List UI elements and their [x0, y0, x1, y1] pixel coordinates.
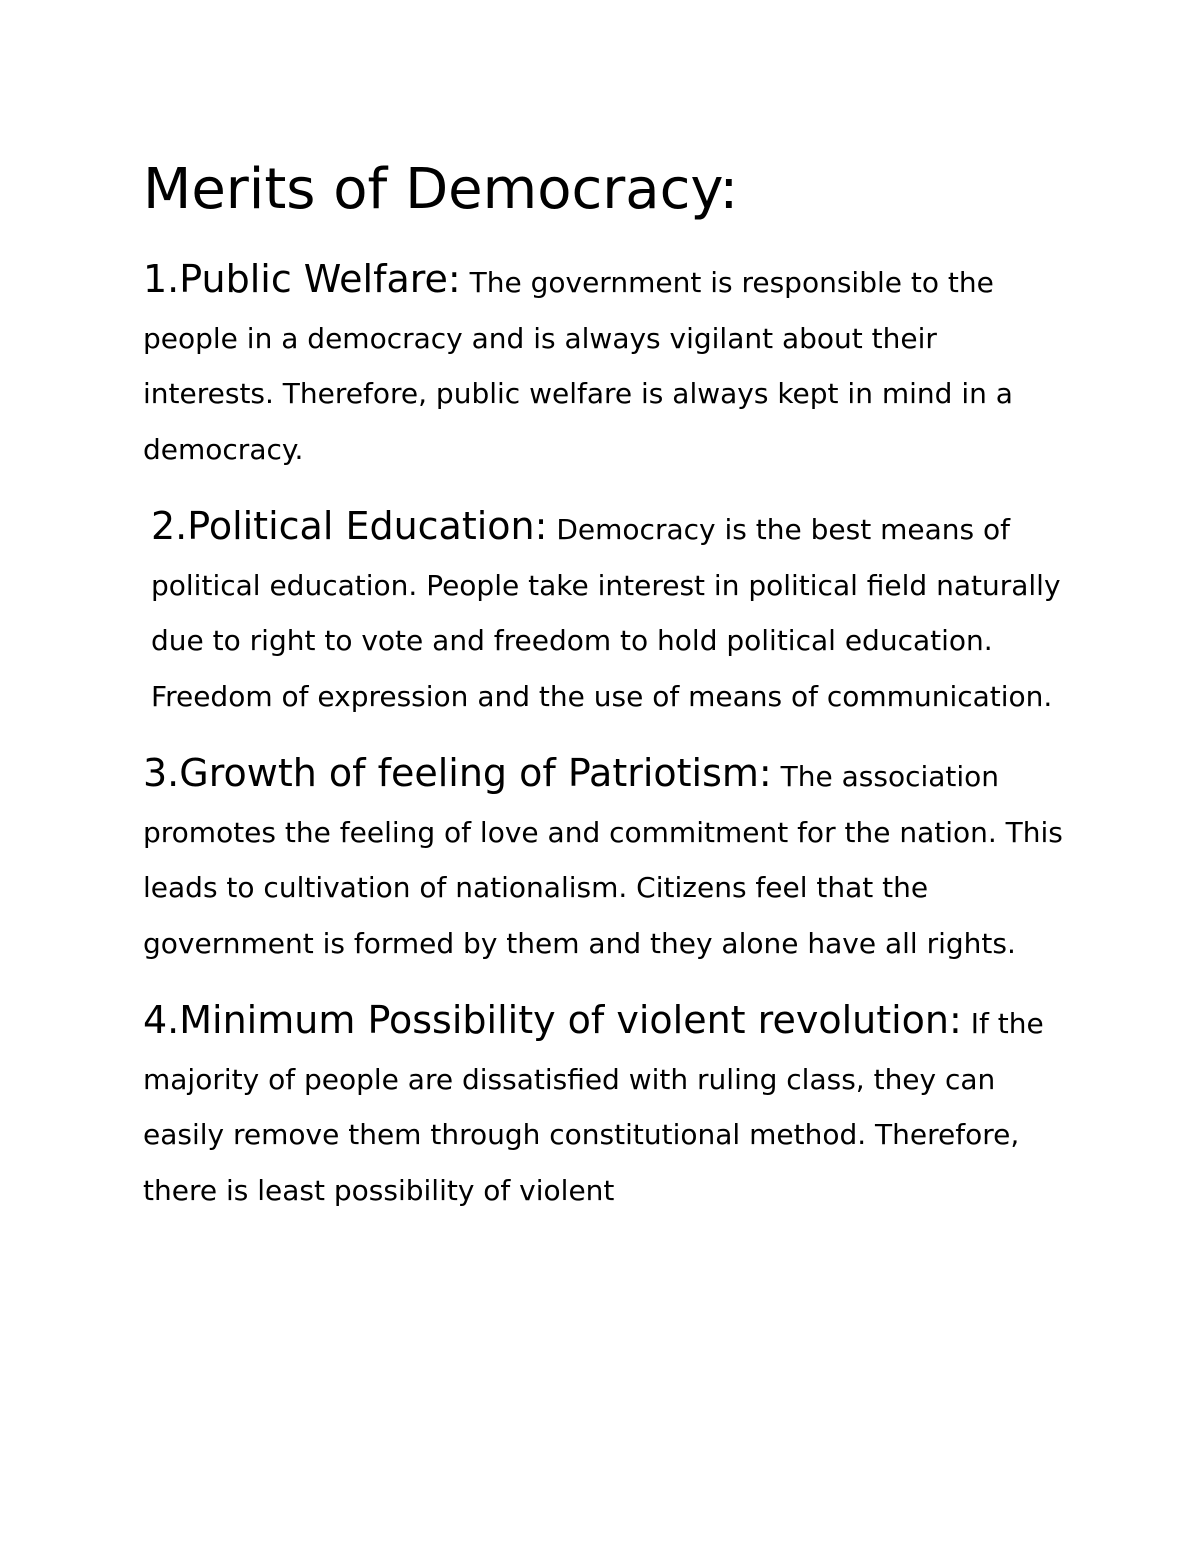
document-body — [143, 150, 1073, 1240]
merit-heading: 4.Minimum Possibility of violent revolution: — [143, 998, 962, 1042]
merit-heading: 2.Political Education: — [151, 504, 548, 548]
merit-heading: 3.Growth of feeling of Patriotism: — [143, 751, 772, 795]
merit-body: Democracy is the best means of political education. People take interest in political field naturally due to right to vote and freedom to hold political education. Freedom of expression and the use of means of communication. — [151, 513, 1061, 713]
merit-public-welfare — [143, 252, 1073, 477]
merit-body: The government is responsible to the people in a democracy and is always vigilant about their interests. Therefore, public welfare is always kept in mind in a democracy. — [143, 266, 1013, 466]
merit-heading: 1.Public Welfare: — [143, 257, 461, 301]
document-title: Merits of Democracy: — [143, 157, 739, 222]
merit-patriotism — [143, 746, 1073, 971]
merit-body: The association promotes the feeling of love and commitment for the nation. This leads to cultivation of nationalism. Citizens feel that the government is formed by them and they alone have all rights. — [143, 760, 1063, 960]
merit-political-education — [143, 499, 1073, 724]
merit-body: If the majority of people are dissatisfied with ruling class, they can easily remove them through constitutional method. Therefore, there is least possibility of violent — [143, 1007, 1044, 1207]
merit-violent-revolution — [143, 993, 1073, 1218]
